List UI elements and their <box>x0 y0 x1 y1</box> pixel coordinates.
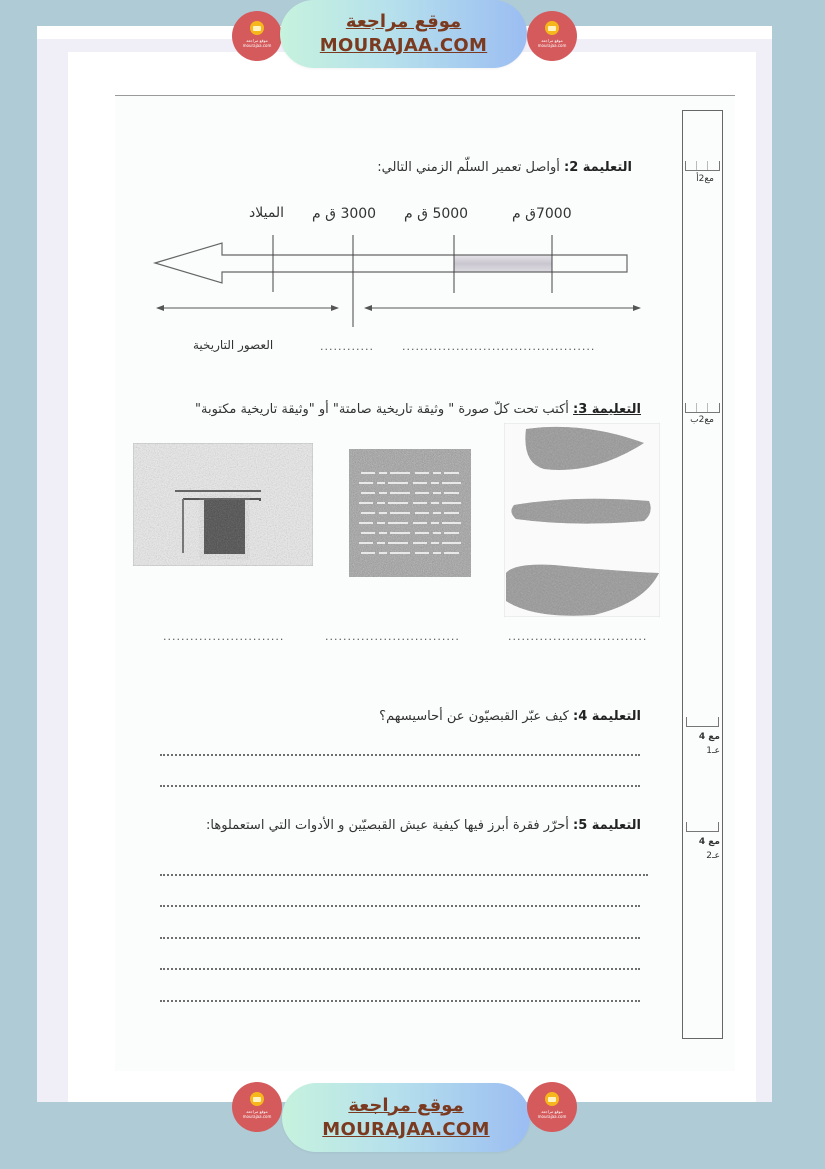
timeline-label-5000bc: 5000 ق م <box>404 206 469 222</box>
period-blank-long: ........................................... <box>402 340 596 353</box>
score-box <box>685 403 720 413</box>
timeline-label-7000bc: 7000ق م <box>512 206 572 222</box>
score-box <box>686 822 719 832</box>
logo-icon <box>545 21 559 35</box>
timeline-label-3000bc: 3000 ق م <box>312 206 377 222</box>
answer-line <box>160 1000 640 1002</box>
site-banner-top[interactable] <box>280 0 527 68</box>
answer-line <box>160 937 640 939</box>
instruction-text: أواصل تعمير السلّم الزمني التالي: <box>377 160 565 175</box>
logo-badge-left[interactable] <box>232 11 282 61</box>
instruction-number: التعليمة 5: <box>573 818 641 833</box>
logo-badge-right[interactable] <box>527 1082 577 1132</box>
logo-icon <box>250 21 264 35</box>
logo-text: موقع مراجعة mourajaa.com <box>242 1109 272 1119</box>
instruction-4-title <box>379 709 641 724</box>
image-stone-doorway <box>133 443 313 566</box>
caption-blank: ........................... <box>163 630 285 643</box>
answer-line <box>160 905 640 907</box>
score-column <box>682 110 723 1039</box>
logo-badge-left[interactable] <box>232 1082 282 1132</box>
criterion-label: مع 4 <box>698 732 720 742</box>
logo-text: موقع مراجعة mourajaa.com <box>537 1109 567 1119</box>
site-banner-bottom[interactable] <box>282 1083 530 1152</box>
answer-line <box>160 968 640 970</box>
logo-icon <box>250 1092 264 1106</box>
logo-text: موقع مراجعة mourajaa.com <box>242 38 272 48</box>
criterion-sub-label: عـ1 <box>706 746 720 756</box>
image-stone-blades <box>504 423 660 617</box>
criterion-label: مع2ب <box>690 415 714 425</box>
answer-line <box>160 754 640 756</box>
instruction-number: التعليمة 2: <box>564 160 632 175</box>
instruction-number: التعليمة 3: <box>573 402 641 417</box>
criterion-label: مع 4 <box>698 837 720 847</box>
logo-icon <box>545 1092 559 1106</box>
instruction-5-title <box>206 818 641 833</box>
timeline-label-birth: الميلاد <box>249 205 285 221</box>
answer-line <box>160 785 640 787</box>
caption-blank: .............................. <box>325 630 460 643</box>
instruction-text: كيف عبّر القبصيّون عن أحاسيسهم؟ <box>379 709 574 724</box>
criterion-label: مع2أ <box>696 174 714 184</box>
period-historic-label: العصور التاريخية <box>193 338 274 352</box>
banner-latin-title: MOURAJAA.COM <box>322 1118 490 1140</box>
instruction-text: أكتب تحت كلّ صورة " وثيقة تاريخية صامتة" أو "وثيقة تاريخية مكتوبة" <box>195 402 574 417</box>
answer-line <box>160 874 648 876</box>
banner-arabic-title: موقع مراجعة <box>345 11 462 32</box>
instruction-number: التعليمة 4: <box>573 709 641 724</box>
criterion-sub-label: عـ2 <box>706 851 720 861</box>
instruction-3-title <box>195 402 641 417</box>
logo-text: موقع مراجعة mourajaa.com <box>537 38 567 48</box>
banner-arabic-title: موقع مراجعة <box>348 1094 464 1116</box>
logo-badge-right[interactable] <box>527 11 577 61</box>
banner-latin-title: MOURAJAA.COM <box>319 35 488 56</box>
period-blank-short: ............ <box>320 340 374 353</box>
score-box <box>685 161 720 171</box>
score-box <box>686 717 719 727</box>
caption-blank: ............................... <box>508 630 648 643</box>
image-inscribed-tablet <box>349 449 471 577</box>
instruction-2-title <box>377 160 632 175</box>
instruction-text: أحرّر فقرة أبرز فيها كيفية عيش القبصيّين و الأدوات التي استعملوها: <box>206 818 574 833</box>
